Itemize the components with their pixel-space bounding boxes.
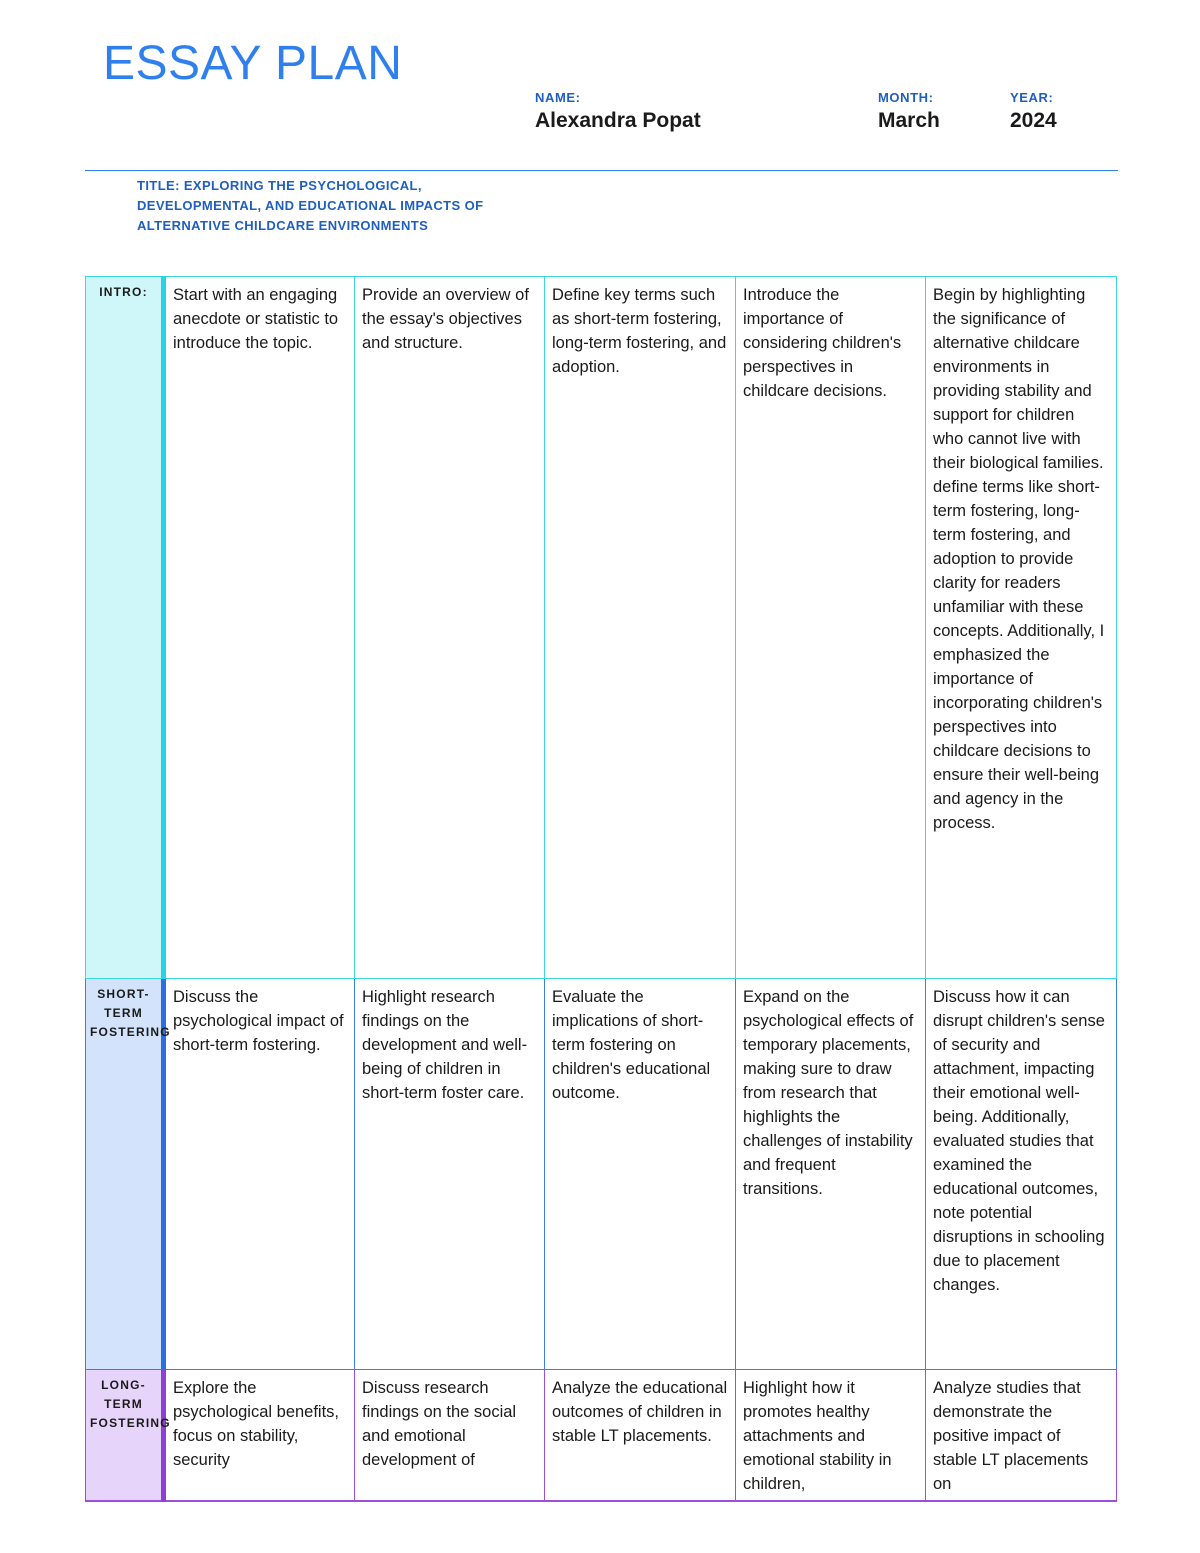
table-cell[interactable]: Begin by highlighting the significance of alternative childcare environments in providing stability and support for children who cannot live with their biological families. define terms like short-term fostering, long-term fostering, and adoption to provide clarity for readers unfamiliar with these concepts. Additionally, I emphasized the importance of incorporating children's perspectives into childcare decisions to ensure their well-being and agency in the process. — [926, 277, 1117, 979]
section-label-short-term-fostering: SHORT-TERM FOSTERING — [86, 979, 164, 1370]
month-field — [878, 90, 940, 133]
month-label: MONTH: — [878, 90, 934, 105]
year-value: 2024 — [1010, 109, 1057, 132]
table-cell[interactable]: Start with an engaging anecdote or statistic to introduce the topic. — [164, 277, 355, 979]
table-cell[interactable]: Highlight how it promotes healthy attachments and emotional stability in children, — [736, 1370, 926, 1502]
table-row-short-term-fostering — [86, 979, 1117, 1370]
year-label: YEAR: — [1010, 90, 1054, 105]
table-cell[interactable]: Analyze studies that demonstrate the positive impact of stable LT placements on — [926, 1370, 1117, 1502]
table-row-intro — [86, 277, 1117, 979]
table-cell[interactable]: Analyze the educational outcomes of children in stable LT placements. — [545, 1370, 736, 1502]
table-cell[interactable]: Define key terms such as short-term fostering, long-term fostering, and adoption. — [545, 277, 736, 979]
table-cell[interactable]: Introduce the importance of considering children's perspectives in childcare decisions. — [736, 277, 926, 979]
table-cell[interactable]: Expand on the psychological effects of temporary placements, making sure to draw from research that highlights the challenges of instability and frequent transitions. — [736, 979, 926, 1370]
table-cell[interactable]: Discuss the psychological impact of short-term fostering. — [164, 979, 355, 1370]
table-cell[interactable]: Discuss how it can disrupt children's sense of security and attachment, impacting their emotional well-being. Additionally, evaluated studies that examined the educational outcomes, note potential disruptions in schooling due to placement changes. — [926, 979, 1117, 1370]
table-cell[interactable]: Discuss research findings on the social and emotional development of — [355, 1370, 545, 1502]
table-cell[interactable]: Evaluate the implications of short-term fostering on children's educational outcome. — [545, 979, 736, 1370]
table-cell[interactable]: Explore the psychological benefits, focus on stability, security — [164, 1370, 355, 1502]
name-value: Alexandra Popat — [535, 109, 701, 132]
table-cell[interactable]: Provide an overview of the essay's objectives and structure. — [355, 277, 545, 979]
month-value: March — [878, 109, 940, 132]
table-cell[interactable]: Highlight research findings on the development and well-being of children in short-term foster care. — [355, 979, 545, 1370]
document-title: ESSAY PLAN — [103, 37, 403, 90]
table-row-long-term-fostering — [86, 1370, 1117, 1502]
essay-title: TITLE: EXPLORING THE PSYCHOLOGICAL, DEVELOPMENTAL, AND EDUCATIONAL IMPACTS OF ALTERNATIVE CHILDCARE ENVIRONMENTS — [137, 178, 484, 233]
section-label-intro: INTRO: — [86, 277, 164, 979]
name-label: NAME: — [535, 90, 581, 105]
essay-plan-table — [85, 276, 1117, 1502]
year-field — [1010, 90, 1057, 133]
section-label-long-term-fostering: LONG-TERM FOSTERING — [86, 1370, 164, 1502]
name-field — [535, 90, 701, 133]
header-divider — [85, 170, 1118, 171]
